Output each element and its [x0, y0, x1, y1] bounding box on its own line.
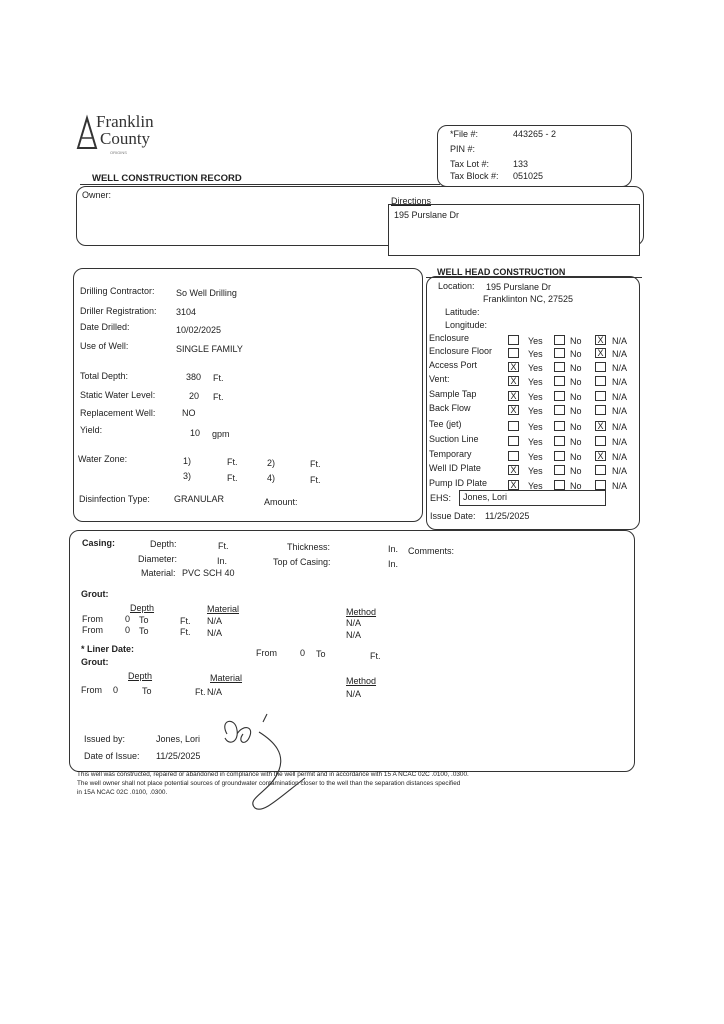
static-level-value: 20 [189, 391, 200, 401]
total-depth-unit: Ft. [213, 373, 224, 383]
registration-value: 3104 [176, 307, 197, 317]
zone3-ft: Ft. [227, 473, 238, 483]
checkbox-yes[interactable]: X [508, 362, 519, 372]
checkbox-no-label: No [570, 336, 582, 346]
issue-date-value: 11/25/2025 [485, 511, 530, 521]
checkbox-yes-label: Yes [528, 422, 543, 432]
grout-method-header: Method [346, 607, 377, 617]
checkbox-na-label: N/A [612, 466, 628, 476]
checkbox-yes[interactable]: X [508, 480, 519, 490]
use-value: SINGLE FAMILY [176, 344, 243, 354]
checkbox-no[interactable] [554, 480, 565, 490]
tax-lot-label: Tax Lot #: [450, 159, 490, 169]
checkbox-na[interactable] [595, 405, 606, 415]
liner-from-val: 0 [300, 648, 306, 658]
date-of-issue-label: Date of Issue: [84, 751, 140, 761]
checkbox-yes-label: Yes [528, 392, 543, 402]
contractor-label: Drilling Contractor: [80, 286, 155, 296]
checkbox-yes-label: Yes [528, 336, 543, 346]
grout-row2-from-val: 0 [125, 625, 131, 635]
zone1: 1) [183, 456, 192, 466]
ehs-value: Jones, Lori [463, 492, 508, 502]
tax-lot-value: 133 [513, 159, 529, 169]
thickness-label: Thickness: [287, 542, 331, 552]
casing-depth-label: Depth: [150, 539, 177, 549]
zone1-ft: Ft. [227, 457, 238, 467]
directions-label: Directions [391, 196, 432, 206]
amount-label: Amount: [264, 497, 298, 507]
liner-material-header: Material [210, 673, 243, 683]
logo-line1: Franklin [96, 112, 154, 131]
checkbox-no-label: No [570, 349, 582, 359]
grout-row1-from: From [82, 614, 103, 624]
comments-label: Comments: [408, 546, 455, 556]
liner-row-from: From [81, 685, 102, 695]
grout-row2-method: N/A [346, 630, 362, 640]
disinfection-label: Disinfection Type: [79, 494, 150, 504]
replacement-value: NO [182, 408, 196, 418]
logo-sub: ORIGINS [110, 150, 127, 155]
casing-box [69, 530, 635, 772]
material-value: PVC SCH 40 [182, 568, 235, 578]
zone4: 4) [267, 473, 276, 483]
file-value: 443265 - 2 [513, 129, 557, 139]
date-of-issue-value: 11/25/2025 [156, 751, 201, 761]
grout-row2-to: To [139, 626, 149, 636]
liner-row-material: N/A [207, 687, 223, 697]
well-head-item-label: Pump ID Plate [429, 478, 488, 488]
checkbox-na-label: N/A [612, 363, 628, 373]
well-head-item-label: Suction Line [429, 434, 479, 444]
longitude-label: Longitude: [445, 320, 488, 330]
checkbox-no[interactable] [554, 405, 565, 415]
grout-row2-from: From [82, 625, 103, 635]
liner-row-ft: Ft. [195, 687, 206, 697]
pin-label: PIN #: [450, 144, 476, 154]
grout-row2-ft: Ft. [180, 627, 191, 637]
checkbox-na[interactable] [595, 391, 606, 401]
checkbox-yes[interactable] [508, 421, 519, 431]
material-label: Material: [141, 568, 176, 578]
grout-row1-ft: Ft. [180, 616, 191, 626]
location-line2: Franklinton NC, 27525 [483, 294, 574, 304]
checkbox-no-label: No [570, 452, 582, 462]
total-depth-label: Total Depth: [80, 371, 129, 381]
thickness-unit: In. [388, 544, 399, 554]
footer-line3: in 15A NCAC 02C .0100, .0300. [77, 789, 168, 796]
owner-label: Owner: [82, 190, 112, 200]
liner-method-header: Method [346, 676, 377, 686]
well-head-item-label: Temporary [429, 449, 472, 459]
disinfection-value: GRANULAR [174, 494, 225, 504]
date-drilled-label: Date Drilled: [80, 322, 130, 332]
checkbox-no[interactable] [554, 376, 565, 386]
liner-from: From [256, 648, 277, 658]
checkbox-na[interactable] [595, 376, 606, 386]
liner-row-method: N/A [346, 689, 362, 699]
issued-by-label: Issued by: [84, 734, 126, 744]
checkbox-na[interactable] [595, 480, 606, 490]
checkbox-no[interactable] [554, 348, 565, 358]
casing-label: Casing: [82, 538, 116, 548]
checkbox-yes-label: Yes [528, 406, 543, 416]
checkbox-no[interactable] [554, 391, 565, 401]
checkbox-no-label: No [570, 481, 582, 491]
checkbox-na[interactable]: X [595, 451, 606, 461]
issue-date-label: Issue Date: [430, 511, 476, 521]
top-casing-unit: In. [388, 559, 399, 569]
well-head-item-label: Vent: [429, 374, 450, 384]
registration-label: Driller Registration: [80, 306, 157, 316]
checkbox-yes[interactable] [508, 451, 519, 461]
checkbox-no[interactable] [554, 421, 565, 431]
logo-mark-icon [76, 114, 98, 150]
title-rule [80, 184, 440, 185]
checkbox-no-label: No [570, 437, 582, 447]
yield-unit: gpm [212, 429, 230, 439]
grout-material-header: Material [207, 604, 240, 614]
checkbox-yes-label: Yes [528, 481, 543, 491]
zone2: 2) [267, 458, 276, 468]
checkbox-yes-label: Yes [528, 377, 543, 387]
file-label: *File #: [450, 129, 479, 139]
checkbox-yes-label: Yes [528, 466, 543, 476]
checkbox-yes-label: Yes [528, 349, 543, 359]
liner-row-to: To [142, 686, 152, 696]
liner-ft: Ft. [370, 651, 381, 661]
logo-line2: County [100, 129, 151, 148]
location-line1: 195 Purslane Dr [486, 282, 552, 292]
checkbox-yes[interactable] [508, 348, 519, 358]
latitude-label: Latitude: [445, 307, 480, 317]
liner-to: To [316, 649, 326, 659]
checkbox-yes[interactable]: X [508, 465, 519, 475]
checkbox-yes[interactable]: X [508, 376, 519, 386]
checkbox-na[interactable]: X [595, 348, 606, 358]
zone2-ft: Ft. [310, 459, 321, 469]
checkbox-na[interactable] [595, 465, 606, 475]
ehs-label: EHS: [430, 493, 452, 503]
grout-row1-material: N/A [207, 616, 223, 626]
yield-label: Yield: [80, 425, 103, 435]
form-title: WELL CONSTRUCTION RECORD [92, 173, 242, 184]
well-head-item-label: Access Port [429, 360, 478, 370]
checkbox-na-label: N/A [612, 481, 628, 491]
checkbox-no[interactable] [554, 362, 565, 372]
signature-icon [215, 712, 325, 812]
static-level-unit: Ft. [213, 392, 224, 402]
location-label: Location: [438, 281, 475, 291]
checkbox-yes-label: Yes [528, 437, 543, 447]
grout-row2-material: N/A [207, 628, 223, 638]
tax-block-value: 051025 [513, 171, 544, 181]
water-zone-label: Water Zone: [78, 454, 128, 464]
checkbox-na-label: N/A [612, 392, 628, 402]
footer-line1: This well was constructed, repaired or abandoned in compliance with the well permit and in accordance with 15 A NCAC 02C .0100, .0300. [77, 771, 469, 778]
checkbox-no[interactable] [554, 335, 565, 345]
grout-row1-from-val: 0 [125, 614, 131, 624]
contractor-value: So Well Drilling [176, 288, 237, 298]
checkbox-yes[interactable] [508, 335, 519, 345]
liner-date-label: * Liner Date: [81, 644, 135, 654]
well-head-item-label: Enclosure Floor [429, 346, 493, 356]
zone4-ft: Ft. [310, 475, 321, 485]
checkbox-no-label: No [570, 377, 582, 387]
checkbox-na-label: N/A [612, 437, 628, 447]
well-head-item-label: Back Flow [429, 403, 471, 413]
liner-depth-header: Depth [128, 671, 153, 681]
checkbox-yes-label: Yes [528, 363, 543, 373]
well-head-item-label: Tee (jet) [429, 419, 462, 429]
checkbox-no-label: No [570, 363, 582, 373]
checkbox-yes-label: Yes [528, 452, 543, 462]
grout-row1-method: N/A [346, 618, 362, 628]
directions-value: 195 Purslane Dr [394, 210, 460, 220]
grout-label: Grout: [81, 589, 109, 599]
well-head-title: WELL HEAD CONSTRUCTION [437, 267, 566, 277]
date-drilled-value: 10/02/2025 [176, 325, 222, 335]
checkbox-no-label: No [570, 422, 582, 432]
checkbox-na-label: N/A [612, 349, 628, 359]
tax-block-label: Tax Block #: [450, 171, 499, 181]
use-label: Use of Well: [80, 341, 129, 351]
checkbox-yes[interactable]: X [508, 391, 519, 401]
zone3: 3) [183, 471, 192, 481]
checkbox-na-label: N/A [612, 452, 628, 462]
casing-depth-unit: Ft. [218, 541, 229, 551]
checkbox-yes[interactable] [508, 436, 519, 446]
issued-by-value: Jones, Lori [156, 734, 201, 744]
diameter-unit: In. [217, 556, 228, 566]
static-level-label: Static Water Level: [80, 390, 156, 400]
liner-grout-label: Grout: [81, 657, 109, 667]
grout-row1-to: To [139, 615, 149, 625]
checkbox-na[interactable]: X [595, 335, 606, 345]
checkbox-no[interactable] [554, 436, 565, 446]
diameter-label: Diameter: [138, 554, 178, 564]
well-head-item-label: Sample Tap [429, 389, 477, 399]
checkbox-na-label: N/A [612, 422, 628, 432]
checkbox-no[interactable] [554, 465, 565, 475]
checkbox-na-label: N/A [612, 377, 628, 387]
checkbox-no-label: No [570, 392, 582, 402]
well-head-item-label: Well ID Plate [429, 463, 481, 473]
well-head-item-label: Enclosure [429, 333, 470, 343]
total-depth-value: 380 [186, 372, 202, 382]
footer-line2: The well owner shall not place potential sources of groundwater contamination closer to the well than the separation distances specified [77, 780, 461, 787]
checkbox-yes[interactable]: X [508, 405, 519, 415]
checkbox-na[interactable] [595, 362, 606, 372]
yield-value: 10 [190, 428, 201, 438]
checkbox-no[interactable] [554, 451, 565, 461]
checkbox-na[interactable]: X [595, 421, 606, 431]
replacement-label: Replacement Well: [80, 408, 156, 418]
checkbox-na-label: N/A [612, 336, 628, 346]
checkbox-no-label: No [570, 466, 582, 476]
checkbox-na-label: N/A [612, 406, 628, 416]
liner-row-from-val: 0 [113, 685, 119, 695]
checkbox-no-label: No [570, 406, 582, 416]
grout-depth-header: Depth [130, 603, 155, 613]
checkbox-na[interactable] [595, 436, 606, 446]
top-casing-label: Top of Casing: [273, 557, 331, 567]
